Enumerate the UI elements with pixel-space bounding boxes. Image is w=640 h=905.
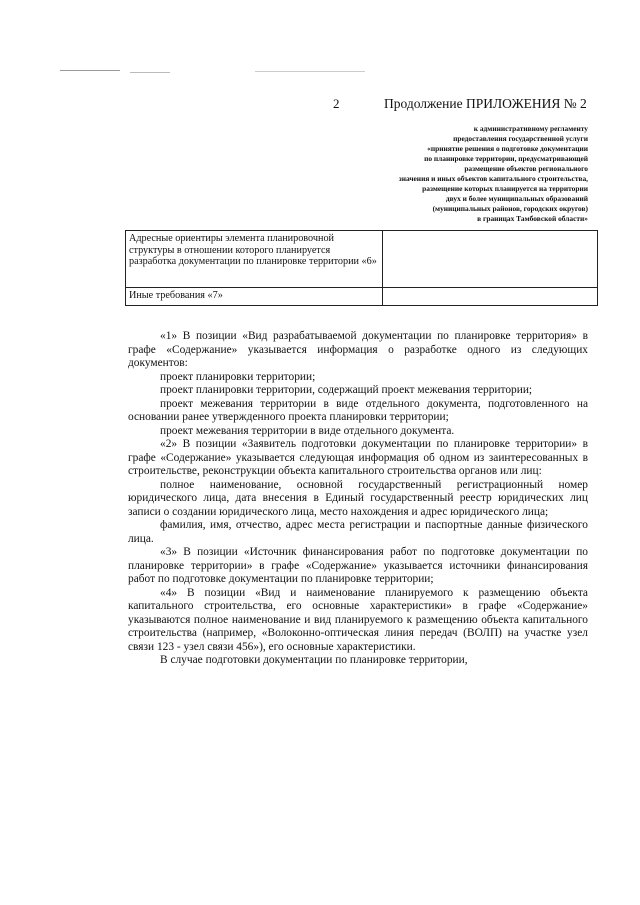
paragraph: проект межевания территории в виде отдельного документа. [160,424,455,437]
paragraph: проект планировки территории, содержащий проект межевания территории; [160,384,533,396]
header-line: значения и иных объектов капитального строительства, [398,174,588,183]
header-line: «принятие решения о подготовке документации [427,144,588,153]
table-row [126,288,598,306]
scan-artifact [130,72,170,73]
table-cell-label: Иные требования «7» [126,288,383,306]
page-number: 2 [333,96,340,111]
appendix-title: Продолжение ПРИЛОЖЕНИЯ № 2 [384,96,587,111]
regulation-header [318,124,588,224]
table-row [126,231,598,288]
table-cell-value [383,288,598,306]
scan-artifact [60,70,120,71]
paragraph: проект межевания территории в виде отдельного документа, подготовленного на основании ранее утвержденного проекта планировки территории; [128,397,588,423]
header-line: по планировке территории, предусматривающей [424,154,588,163]
header-line: (муниципальных районов, городских округов) [432,204,588,213]
header-line: к административному регламенту [473,124,588,133]
paragraph: «1» В позиции «Вид разрабатываемой документации по планировке территория» в графе «Содержание» указывается информация о разработке одного из следующих документов: [128,330,588,369]
paragraph: «4» В позиции «Вид и наименование планируемого к размещению объекта капитального строительства, его основные характеристики» в графе «Содержание» указываются полное наименование и вид планируемого к размещению объекта капитального строительства (например, «Волоконно-оптическая линия передач (ВОЛП) на участке узел связи 123 - узел связи 456»), его основные характеристики. [128,586,588,653]
scan-artifact [255,71,365,72]
table-cell-label: Адресные ориентиры элемента планировочной структуры в отношении которого планируется разработка документации по планировке территории «6» [126,231,383,288]
paragraph: «2» В позиции «Заявитель подготовки документации по планировке территории» в графе «Содержание» указывается следующая информация об одном из заинтересованных в строительстве, реконструкции объекта капитального строительства органов или лиц: [128,438,588,477]
paragraph: фамилия, имя, отчество, адрес места регистрации и паспортные данные физического лица. [128,519,588,545]
header-line: предоставления государственной услуги [453,134,588,143]
requirements-table [125,230,598,306]
body-text [128,330,588,668]
table-cell-value [383,231,598,288]
paragraph: проект планировки территории; [160,370,316,383]
paragraph: «3» В позиции «Источник финансирования работ по подготовке документации по планировке территории» в графе «Содержание» указывается источники финансирования работ по подготовке документации по планировке территории; [128,546,588,585]
header-line: в границах Тамбовской области» [477,214,588,223]
paragraph: полное наименование, основной государственный регистрационный номер юридического лица, дата внесения в Единый государственный реестр юридических лиц записи о создании юридического лица, место нахождения и адрес юридического лица; [128,478,588,518]
paragraph: В случае подготовки документации по планировке территории, [160,654,468,666]
header-line: двух и более муниципальных образований [445,194,588,203]
header-line: размещение которых планируется на территории [422,184,588,193]
header-line: размещение объектов регионального [464,164,588,173]
